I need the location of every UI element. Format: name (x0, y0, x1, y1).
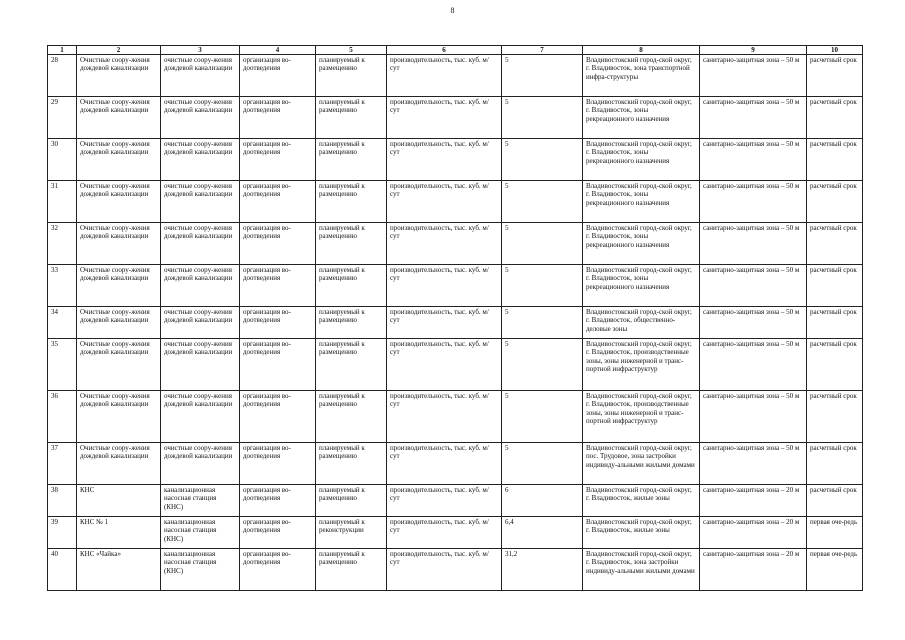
object-status: планируемый к реконструкции (316, 517, 387, 549)
object-term: расчетный срок (807, 339, 863, 391)
object-type: очистные соору-жения дождевой канализации (161, 391, 240, 443)
header-cell: 2 (77, 46, 161, 55)
object-zone: санитарно-защитная зона – 20 м (700, 549, 807, 591)
object-parameter: производительность, тыс. куб. м/сут (387, 549, 502, 591)
row-number: 38 (48, 485, 77, 517)
object-term: первая оче-редь (807, 517, 863, 549)
object-purpose: организация во-доотведения (240, 517, 316, 549)
object-purpose: организация во-доотведения (240, 391, 316, 443)
object-purpose: организация во-доотведения (240, 265, 316, 307)
object-term: расчетный срок (807, 97, 863, 139)
object-term: расчетный срок (807, 181, 863, 223)
object-name: КНС «Чайка» (77, 549, 161, 591)
object-location: Владивостокский город-ской округ, г. Владивосток, зоны рекреационного назначения (583, 181, 700, 223)
object-parameter: производительность, тыс. куб. м/сут (387, 339, 502, 391)
object-value: 5 (502, 307, 583, 339)
object-name: Очистные соору-жения дождевой канализации (77, 97, 161, 139)
object-name: Очистные соору-жения дождевой канализации (77, 339, 161, 391)
object-location: Владивостокский город-ской округ, г. Владивосток, зоны рекреационного назначения (583, 97, 700, 139)
object-zone: санитарно-защитная зона – 50 м (700, 307, 807, 339)
object-purpose: организация во-доотведения (240, 339, 316, 391)
registry-table (47, 45, 863, 591)
object-value: 5 (502, 97, 583, 139)
object-purpose: организация во-доотведения (240, 485, 316, 517)
table-row (48, 443, 863, 485)
object-purpose: организация во-доотведения (240, 223, 316, 265)
object-name: Очистные соору-жения дождевой канализации (77, 391, 161, 443)
object-type: очистные соору-жения дождевой канализации (161, 55, 240, 97)
object-status: планируемый к размещению (316, 443, 387, 485)
object-parameter: производительность, тыс. куб. м/сут (387, 307, 502, 339)
object-term: расчетный срок (807, 391, 863, 443)
header-cell: 6 (387, 46, 502, 55)
header-cell: 1 (48, 46, 77, 55)
row-number: 33 (48, 265, 77, 307)
object-value: 5 (502, 139, 583, 181)
row-number: 34 (48, 307, 77, 339)
object-status: планируемый к размещению (316, 265, 387, 307)
object-zone: санитарно-защитная зона – 50 м (700, 55, 807, 97)
object-type: канализационная насосная станция (КНС) (161, 485, 240, 517)
object-value: 5 (502, 55, 583, 97)
object-type: очистные соору-жения дождевой канализации (161, 265, 240, 307)
table-row (48, 517, 863, 549)
object-term: расчетный срок (807, 265, 863, 307)
row-number: 28 (48, 55, 77, 97)
header-cell: 4 (240, 46, 316, 55)
object-status: планируемый к размещению (316, 181, 387, 223)
row-number: 40 (48, 549, 77, 591)
page-number: 8 (450, 6, 455, 15)
table-row (48, 391, 863, 443)
table-row (48, 307, 863, 339)
object-zone: санитарно-защитная зона – 50 м (700, 181, 807, 223)
object-status: планируемый к размещению (316, 391, 387, 443)
object-value: 5 (502, 391, 583, 443)
object-zone: санитарно-защитная зона – 20 м (700, 485, 807, 517)
object-purpose: организация во-доотведения (240, 549, 316, 591)
object-type: очистные соору-жения дождевой канализации (161, 139, 240, 181)
object-name: Очистные соору-жения дождевой канализации (77, 307, 161, 339)
object-parameter: производительность, тыс. куб. м/сут (387, 55, 502, 97)
object-location: Владивостокский город-ской округ, г. Владивосток, общественно-деловые зоны (583, 307, 700, 339)
object-value: 5 (502, 339, 583, 391)
object-type: очистные соору-жения дождевой канализации (161, 307, 240, 339)
object-zone: санитарно-защитная зона – 50 м (700, 139, 807, 181)
object-name: Очистные соору-жения дождевой канализации (77, 443, 161, 485)
object-name: Очистные соору-жения дождевой канализации (77, 223, 161, 265)
object-location: Владивостокский город-ской округ, г. Владивосток, производственные зоны, зоны инженерной и транс-портной инфраструктур (583, 339, 700, 391)
header-cell: 5 (316, 46, 387, 55)
object-value: 5 (502, 223, 583, 265)
object-term: расчетный срок (807, 485, 863, 517)
row-number: 30 (48, 139, 77, 181)
object-type: канализационная насосная станция (КНС) (161, 549, 240, 591)
object-parameter: производительность, тыс. куб. м/сут (387, 181, 502, 223)
object-location: Владивостокский город-ской округ, г. Владивосток, жилые зоны (583, 485, 700, 517)
object-status: планируемый к размещению (316, 485, 387, 517)
object-type: канализационная насосная станция (КНС) (161, 517, 240, 549)
object-type: очистные соору-жения дождевой канализации (161, 339, 240, 391)
object-zone: санитарно-защитная зона – 50 м (700, 97, 807, 139)
header-cell: 8 (583, 46, 700, 55)
object-parameter: производительность, тыс. куб. м/сут (387, 223, 502, 265)
table-row (48, 549, 863, 591)
row-number: 29 (48, 97, 77, 139)
object-name: Очистные соору-жения дождевой канализации (77, 265, 161, 307)
object-status: планируемый к размещению (316, 97, 387, 139)
object-parameter: производительность, тыс. куб. м/сут (387, 443, 502, 485)
object-zone: санитарно-защитная зона – 20 м (700, 517, 807, 549)
row-number: 35 (48, 339, 77, 391)
object-location: Владивостокский город-ской округ, г. Владивосток, зоны рекреационного назначения (583, 139, 700, 181)
row-number: 36 (48, 391, 77, 443)
object-parameter: производительность, тыс. куб. м/сут (387, 485, 502, 517)
object-type: очистные соору-жения дождевой канализации (161, 97, 240, 139)
object-term: расчетный срок (807, 307, 863, 339)
header-cell: 3 (161, 46, 240, 55)
object-location: Владивостокский город-ской округ, г. Владивосток, производственные зоны, зоны инженерной и транс-портной инфраструктур (583, 391, 700, 443)
object-value: 5 (502, 265, 583, 307)
object-value: 5 (502, 181, 583, 223)
object-name: КНС № 1 (77, 517, 161, 549)
object-purpose: организация во-доотведения (240, 139, 316, 181)
object-parameter: производительность, тыс. куб. м/сут (387, 139, 502, 181)
object-status: планируемый к размещению (316, 339, 387, 391)
table-row (48, 139, 863, 181)
object-term: расчетный срок (807, 443, 863, 485)
object-type: очистные соору-жения дождевой канализации (161, 181, 240, 223)
object-term: расчетный срок (807, 55, 863, 97)
object-type: очистные соору-жения дождевой канализации (161, 223, 240, 265)
object-term: первая оче-редь (807, 549, 863, 591)
object-purpose: организация во-доотведения (240, 55, 316, 97)
object-location: Владивостокский город-ской округ, г. Владивосток, зона застройки индивиду-альными жилыми домами (583, 549, 700, 591)
object-location: Владивостокский город-ской округ, г. Владивосток, зона транспортной инфра-структуры (583, 55, 700, 97)
object-status: планируемый к размещению (316, 307, 387, 339)
object-zone: санитарно-защитная зона – 50 м (700, 339, 807, 391)
header-cell: 10 (807, 46, 863, 55)
object-status: планируемый к размещению (316, 549, 387, 591)
object-location: Владивостокский город-ской округ, г. Владивосток, зоны рекреационного назначения (583, 265, 700, 307)
table-row (48, 97, 863, 139)
table-row (48, 485, 863, 517)
object-purpose: организация во-доотведения (240, 97, 316, 139)
object-name: Очистные соору-жения дождевой канализации (77, 139, 161, 181)
header-cell: 7 (502, 46, 583, 55)
row-number: 37 (48, 443, 77, 485)
table-row (48, 223, 863, 265)
object-name: КНС (77, 485, 161, 517)
object-value: 6,4 (502, 517, 583, 549)
object-status: планируемый к размещению (316, 55, 387, 97)
object-zone: санитарно-защитная зона – 50 м (700, 391, 807, 443)
object-term: расчетный срок (807, 139, 863, 181)
object-parameter: производительность, тыс. куб. м/сут (387, 97, 502, 139)
object-zone: санитарно-защитная зона – 50 м (700, 443, 807, 485)
object-name: Очистные соору-жения дождевой канализации (77, 181, 161, 223)
row-number: 32 (48, 223, 77, 265)
table-row (48, 181, 863, 223)
header-row (48, 46, 863, 55)
object-location: Владивостокский город-ской округ, г. Владивосток, жилые зоны (583, 517, 700, 549)
object-purpose: организация во-доотведения (240, 181, 316, 223)
object-term: расчетный срок (807, 223, 863, 265)
object-status: планируемый к размещению (316, 139, 387, 181)
object-parameter: производительность, тыс. куб. м/сут (387, 517, 502, 549)
object-location: Владивостокский город-ской округ, г. Владивосток, зоны рекреационного назначения (583, 223, 700, 265)
object-value: 31,2 (502, 549, 583, 591)
object-name: Очистные соору-жения дождевой канализации (77, 55, 161, 97)
table-row (48, 339, 863, 391)
table-row (48, 55, 863, 97)
object-parameter: производительность, тыс. куб. м/сут (387, 265, 502, 307)
object-purpose: организация во-доотведения (240, 443, 316, 485)
object-value: 5 (502, 443, 583, 485)
object-location: Владивостокский город-ской округ, пос. Трудовое, зона застройки индивиду-альными жилыми домами (583, 443, 700, 485)
object-parameter: производительность, тыс. куб. м/сут (387, 391, 502, 443)
table-row (48, 265, 863, 307)
object-type: очистные соору-жения дождевой канализации (161, 443, 240, 485)
row-number: 39 (48, 517, 77, 549)
header-cell: 9 (700, 46, 807, 55)
object-zone: санитарно-защитная зона – 50 м (700, 265, 807, 307)
object-purpose: организация во-доотведения (240, 307, 316, 339)
object-value: 6 (502, 485, 583, 517)
object-zone: санитарно-защитная зона – 50 м (700, 223, 807, 265)
object-status: планируемый к размещению (316, 223, 387, 265)
row-number: 31 (48, 181, 77, 223)
